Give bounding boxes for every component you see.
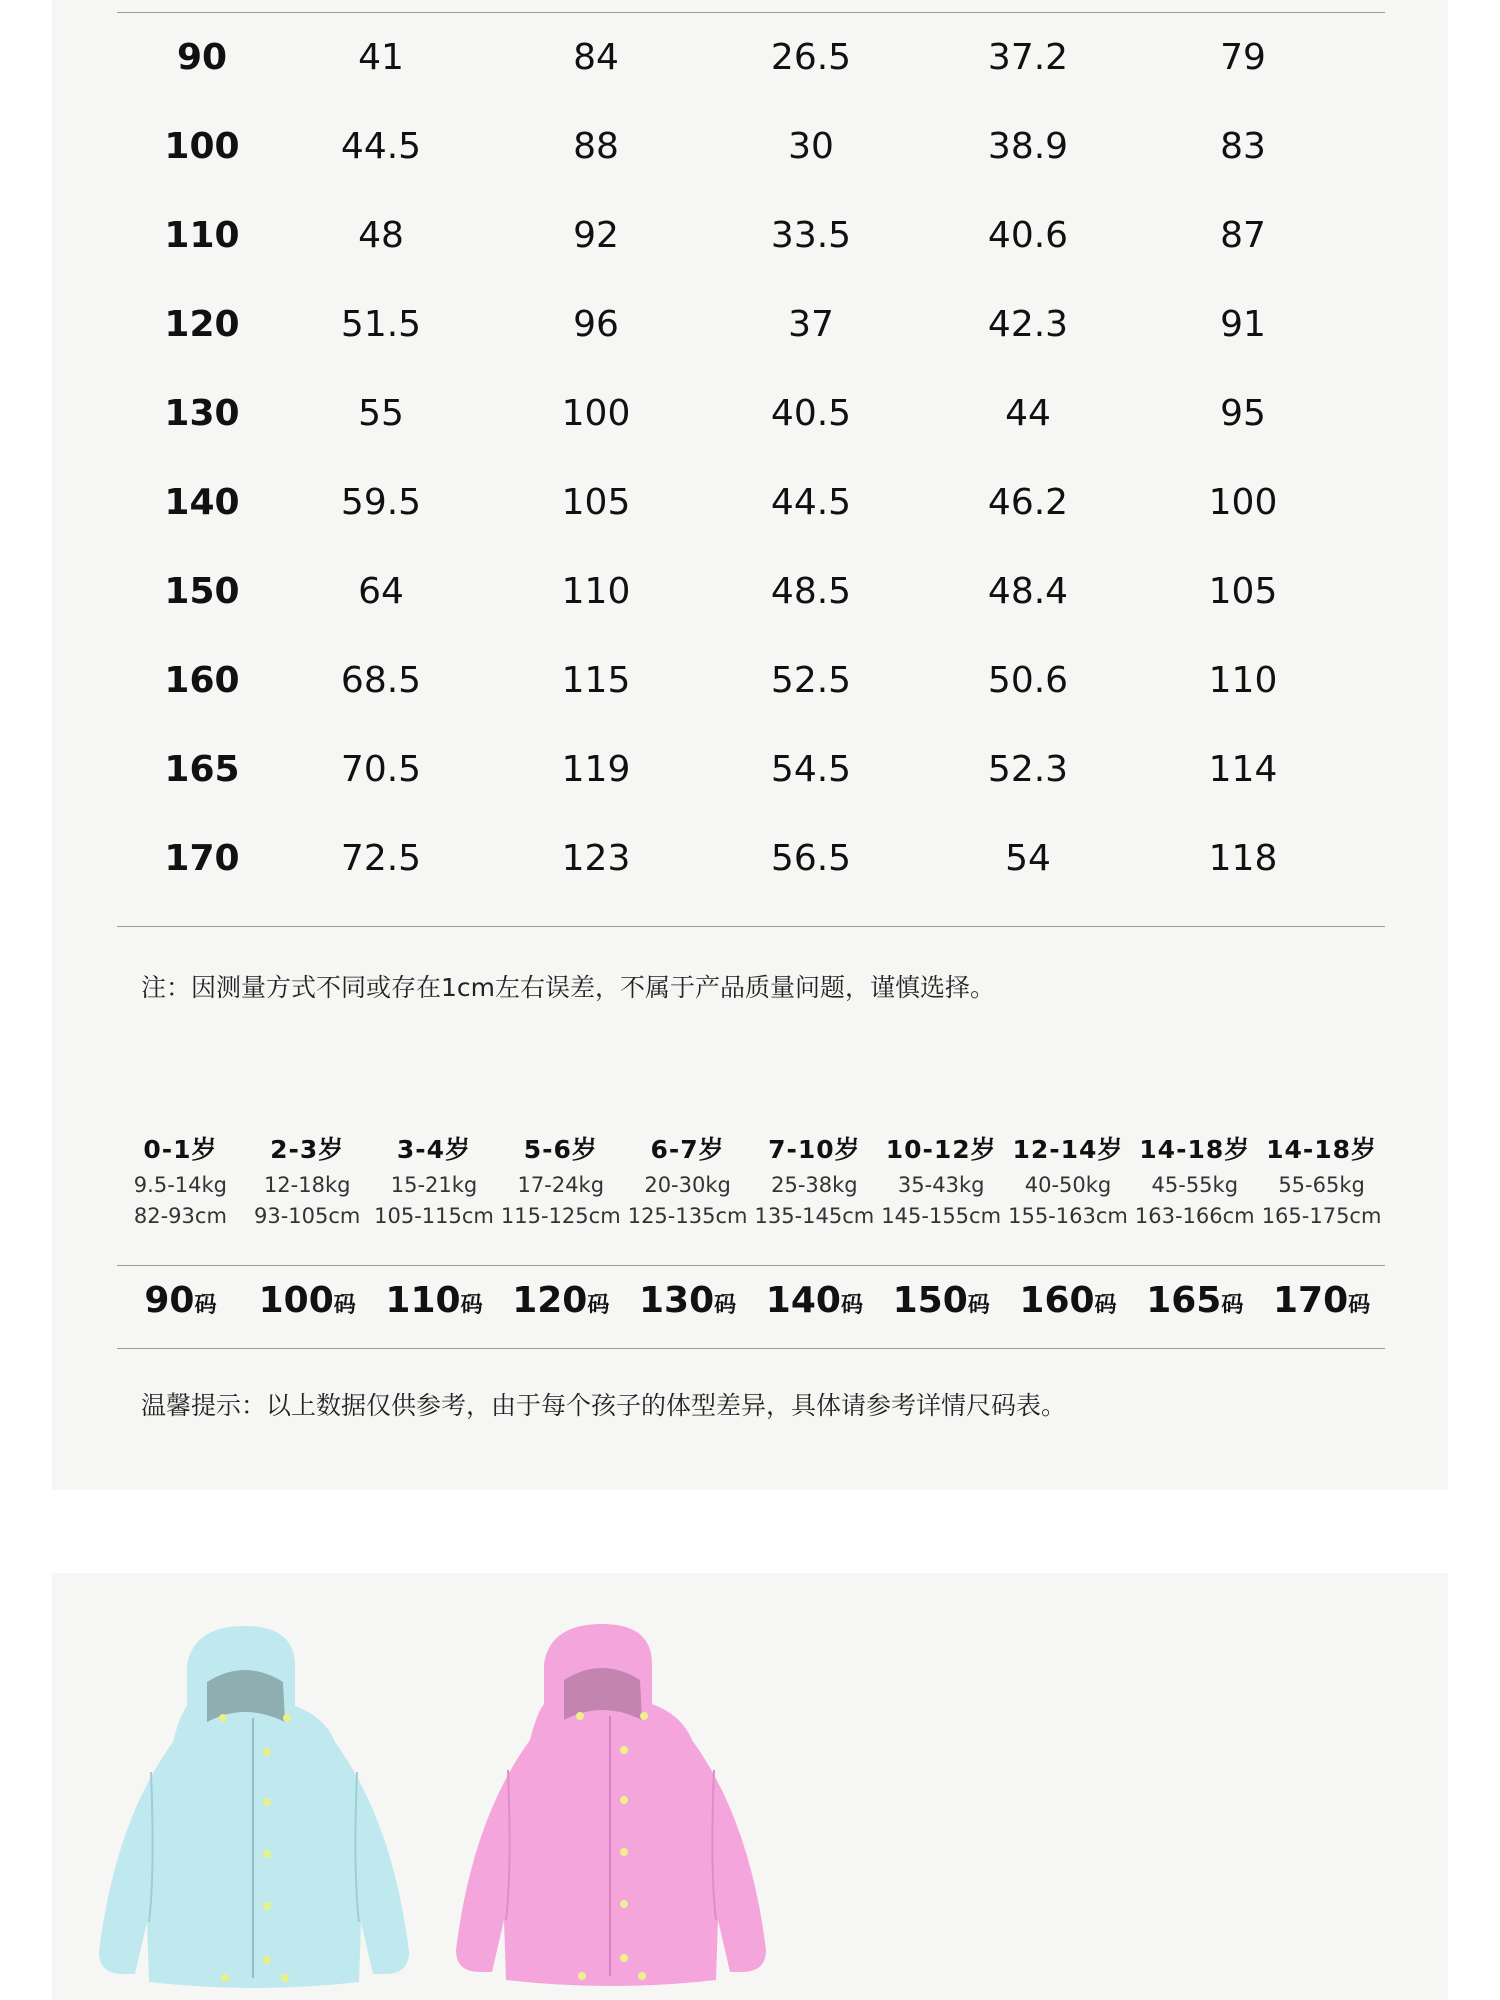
table-cell: 100: [1208, 482, 1278, 523]
height-range: 115-125cm: [500, 1204, 621, 1228]
table-cell: 70.5: [340, 749, 422, 790]
age-label: 2-3岁: [270, 1135, 345, 1164]
age-column: [1131, 1130, 1258, 1232]
table-cell: 30: [788, 126, 834, 167]
table-cell: 119: [561, 749, 631, 790]
size-label: 120: [164, 304, 240, 345]
table-cell: 48: [358, 215, 404, 256]
weight-range: 45-55kg: [1151, 1173, 1239, 1197]
table-cell: 50.6: [987, 660, 1069, 701]
weight-range: 17-24kg: [517, 1173, 605, 1197]
size-number: 150: [892, 1280, 968, 1321]
recommended-size: [1005, 1280, 1132, 1321]
weight-range: 20-30kg: [644, 1173, 731, 1197]
recommended-size: [497, 1280, 624, 1321]
table-cell: 42.3: [987, 304, 1069, 345]
table-row: [117, 280, 1385, 369]
table-cell: 79: [1220, 37, 1266, 78]
size-unit: 码: [967, 1293, 990, 1318]
size-label: 90: [176, 37, 228, 78]
table-cell: 33.5: [770, 215, 852, 256]
age-column: [751, 1130, 878, 1232]
size-number: 100: [258, 1280, 334, 1321]
size-unit: 码: [333, 1293, 356, 1318]
height-range: 145-155cm: [881, 1204, 1002, 1228]
size-number: 130: [639, 1280, 715, 1321]
height-range: 125-135cm: [627, 1204, 748, 1228]
recommended-sizes-row: [117, 1280, 1385, 1321]
size-unit: 码: [1221, 1293, 1244, 1318]
size-label: 130: [164, 393, 240, 434]
recommended-size: [117, 1280, 244, 1321]
table-row: [117, 102, 1385, 191]
age-column: [1005, 1130, 1132, 1232]
sizes-bottom-divider: [117, 1348, 1385, 1349]
height-range: 135-145cm: [754, 1204, 875, 1228]
height-range: 82-93cm: [133, 1204, 227, 1228]
table-cell: 110: [1208, 660, 1278, 701]
jacket-icon[interactable]: [452, 1620, 770, 1990]
table-cell: 105: [561, 482, 631, 523]
table-cell: 91: [1220, 304, 1266, 345]
size-number: 90: [144, 1280, 195, 1321]
table-cell: 44.5: [770, 482, 852, 523]
height-range: 105-115cm: [374, 1204, 494, 1228]
age-column: [117, 1130, 244, 1232]
table-cell: 40.5: [770, 393, 852, 434]
table-cell: 68.5: [340, 660, 422, 701]
size-label: 150: [164, 571, 240, 612]
table-cell: 123: [561, 838, 631, 879]
age-label: 0-1岁: [143, 1135, 218, 1164]
weight-range: 15-21kg: [390, 1173, 478, 1197]
age-column: [371, 1130, 498, 1232]
age-label: 5-6岁: [523, 1135, 598, 1164]
size-unit: 码: [840, 1293, 863, 1318]
recommended-size: [371, 1280, 498, 1321]
height-range: 165-175cm: [1261, 1204, 1382, 1228]
recommended-size: [1258, 1280, 1385, 1321]
size-unit: 码: [714, 1293, 737, 1318]
age-label: 14-18岁: [1139, 1135, 1251, 1164]
age-label: 10-12岁: [885, 1135, 997, 1164]
size-label: 100: [164, 126, 240, 167]
table-cell: 40.6: [987, 215, 1069, 256]
age-column: [244, 1130, 371, 1232]
table-row: [117, 725, 1385, 814]
size-label: 160: [164, 660, 240, 701]
table-cell: 48.5: [770, 571, 852, 612]
size-unit: 码: [194, 1293, 217, 1318]
table-row: [117, 636, 1385, 725]
age-column: [1258, 1130, 1385, 1232]
table-cell: 54: [1005, 838, 1051, 879]
table-cell: 88: [573, 126, 619, 167]
size-tip: 温馨提示：以上数据仅供参考，由于每个孩子的体型差异，具体请参考详情尺码表。: [141, 1391, 1067, 1420]
table-cell: 46.2: [987, 482, 1069, 523]
size-number: 160: [1019, 1280, 1095, 1321]
table-cell: 115: [561, 660, 631, 701]
age-label: 6-7岁: [650, 1135, 725, 1164]
table-cell: 110: [561, 571, 631, 612]
table-cell: 37.2: [987, 37, 1069, 78]
size-label: 110: [164, 215, 240, 256]
size-number: 110: [385, 1280, 461, 1321]
guide-divider: [117, 1265, 1385, 1266]
table-row: [117, 458, 1385, 547]
table-cell: 41: [358, 37, 404, 78]
measurement-note: 注：因测量方式不同或存在1cm左右误差，不属于产品质量问题，谨慎选择。: [141, 973, 996, 1002]
table-cell: 51.5: [340, 304, 422, 345]
table-cell: 37: [788, 304, 834, 345]
size-label: 170: [164, 838, 240, 879]
size-number: 165: [1146, 1280, 1222, 1321]
age-column: [497, 1130, 624, 1232]
table-row: [117, 369, 1385, 458]
recommended-size: [244, 1280, 371, 1321]
table-cell: 83: [1220, 126, 1266, 167]
table-cell: 52.5: [770, 660, 852, 701]
age-label: 14-18岁: [1266, 1135, 1378, 1164]
table-row: [117, 547, 1385, 636]
age-column: [878, 1130, 1005, 1232]
height-range: 93-105cm: [254, 1204, 361, 1228]
recommended-size: [878, 1280, 1005, 1321]
size-unit: 码: [1094, 1293, 1117, 1318]
table-bottom-divider: [117, 926, 1385, 927]
table-cell: 38.9: [987, 126, 1069, 167]
table-cell: 64: [358, 571, 404, 612]
weight-range: 12-18kg: [263, 1173, 351, 1197]
height-range: 155-163cm: [1008, 1204, 1128, 1228]
table-row: [117, 191, 1385, 280]
height-range: 163-166cm: [1134, 1204, 1255, 1228]
table-cell: 105: [1208, 571, 1278, 612]
size-unit: 码: [460, 1293, 483, 1318]
size-label: 140: [164, 482, 240, 523]
table-cell: 55: [358, 393, 404, 434]
table-cell: 92: [573, 215, 619, 256]
table-cell: 52.3: [987, 749, 1069, 790]
age-label: 7-10岁: [768, 1135, 861, 1164]
size-number: 170: [1272, 1280, 1349, 1321]
weight-range: 40-50kg: [1024, 1173, 1112, 1197]
table-row: [117, 13, 1385, 102]
weight-range: 35-43kg: [897, 1173, 985, 1197]
size-number: 120: [512, 1280, 588, 1321]
age-label: 12-14岁: [1012, 1135, 1124, 1164]
table-cell: 54.5: [770, 749, 852, 790]
jacket-icon[interactable]: [95, 1622, 413, 1992]
table-cell: 100: [561, 393, 631, 434]
weight-range: 9.5-14kg: [133, 1173, 227, 1197]
age-label: 3-4岁: [396, 1135, 472, 1164]
table-cell: 26.5: [770, 37, 852, 78]
table-cell: 56.5: [770, 838, 852, 879]
age-size-guide: [117, 1130, 1385, 1232]
table-cell: 44: [1005, 393, 1051, 434]
table-cell: 118: [1208, 838, 1278, 879]
recommended-size: [751, 1280, 878, 1321]
age-column: [624, 1130, 751, 1232]
size-unit: 码: [587, 1293, 610, 1318]
weight-range: 25-38kg: [771, 1173, 858, 1197]
table-cell: 59.5: [340, 482, 422, 523]
recommended-size: [624, 1280, 751, 1321]
table-cell: 84: [573, 37, 619, 78]
table-row: [117, 814, 1385, 903]
size-label: 165: [164, 749, 240, 790]
table-cell: 87: [1220, 215, 1266, 256]
table-cell: 44.5: [340, 126, 422, 167]
size-table: [117, 13, 1385, 903]
table-cell: 96: [573, 304, 619, 345]
size-unit: 码: [1348, 1293, 1371, 1318]
table-cell: 48.4: [987, 571, 1069, 612]
table-cell: 95: [1220, 393, 1266, 434]
size-number: 140: [765, 1280, 841, 1321]
table-cell: 72.5: [340, 838, 422, 879]
recommended-size: [1131, 1280, 1258, 1321]
table-cell: 114: [1208, 749, 1278, 790]
weight-range: 55-65kg: [1278, 1173, 1365, 1197]
